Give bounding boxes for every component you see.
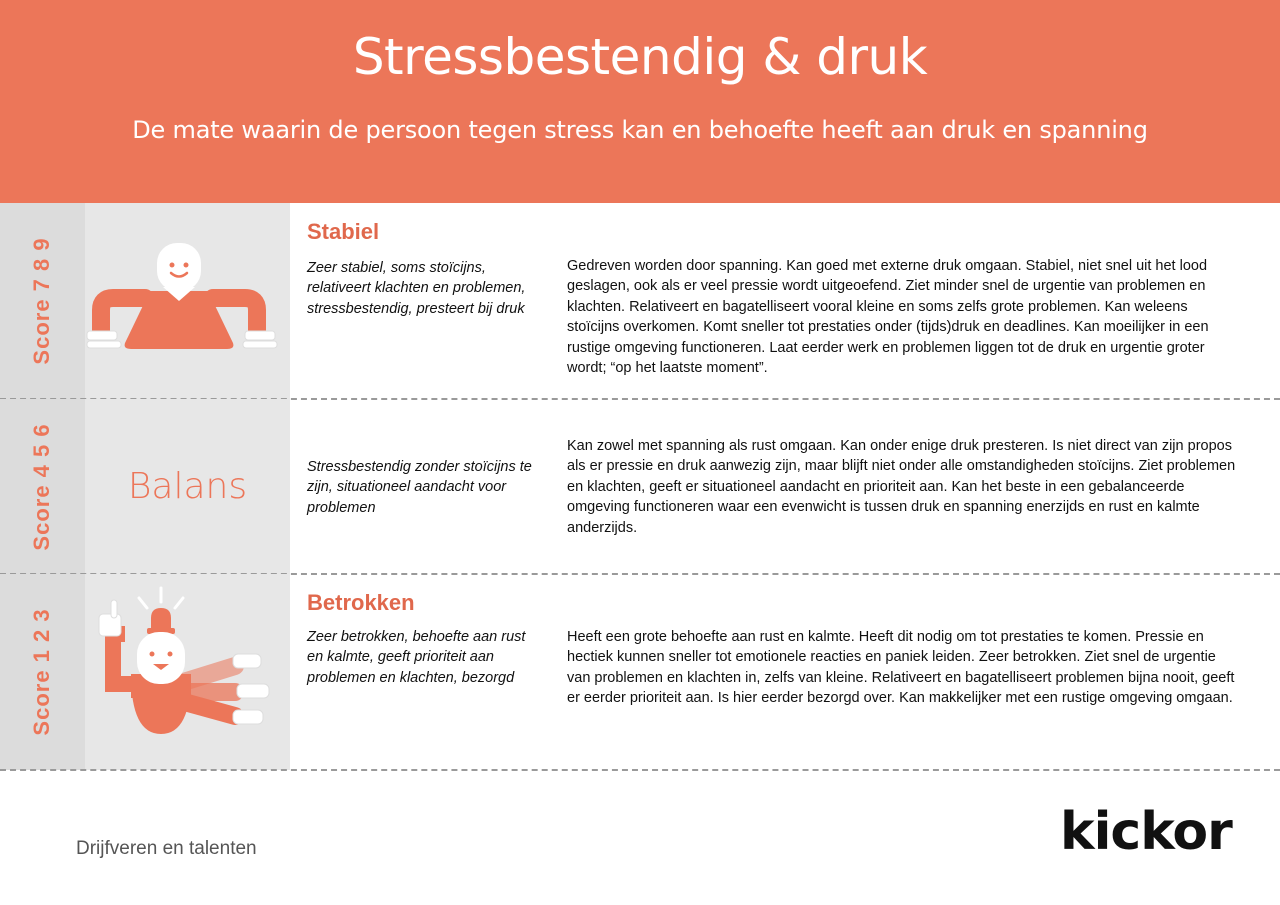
score-row-low	[0, 574, 1280, 770]
page-title: Stressbestendig & druk	[352, 28, 928, 86]
footer-caption: Drijfveren en talenten	[76, 838, 257, 859]
page-subtitle: De mate waarin de persoon tegen stress kan en behoefte heeft aan druk en spanning	[132, 116, 1148, 144]
category-heading: Betrokken	[307, 590, 415, 615]
long-description: Heeft een grote behoefte aan rust en kalmte. Heeft dit nodig om tot prestaties te komen. Pressie en hectiek kunnen sneller tot emotionele reacties en paniek leiden. Zeer betrokken. Ziet snel de urgentie van problemen en klachten in, zelfs van kleine. Relativeert en bagatelliseert problemen bijna nooit, geeft er eerder prioriteit aan. Is hier eerder bezorgd over. Kan makkelijker met een rustige omgeving omgaan.	[567, 629, 1235, 707]
short-description: Zeer betrokken, behoefte aan rust en kalmte, geeft prioriteit aan problemen en klachten, bezorgd	[307, 629, 526, 686]
score-label: Score 4 5 6	[29, 422, 54, 551]
alarmed-figure-icon	[85, 574, 290, 770]
score-strip	[0, 574, 85, 770]
row-divider	[0, 769, 1280, 771]
category-heading: Stabiel	[307, 219, 380, 244]
score-strip	[0, 399, 85, 574]
illustration-panel	[0, 574, 290, 770]
header-banner	[0, 0, 1280, 203]
score-row-middle	[0, 399, 1280, 574]
kickor-logo: kickor	[1060, 802, 1232, 862]
long-description: Gedreven worden door spanning. Kan goed met externe druk omgaan. Stabiel, niet snel uit het lood geslagen, ook als er veel pressie wordt uitgeoefend. Ziet minder snel de urgentie van problemen en klachten. Relativeert en bagatelliseert vooral kleine en soms zelfs grote problemen. Kan weleens stoïcijns overkomen. Komt sneller tot prestaties onder (tijds)druk en deadlines. Kan moeilijker in een rustige omgeving functioneren. Laat eerder werk en problemen liggen tot de druk en urgentie groter wordt; “op het laatste moment”.	[567, 258, 1209, 377]
short-description: Stressbestendig zonder stoïcijns te zijn, situationeel aandacht voor problemen	[307, 459, 532, 516]
short-description: Zeer stabiel, soms stoïcijns, relativeert klachten en problemen, stressbestendig, presteert bij druk	[307, 260, 526, 317]
long-description: Kan zowel met spanning als rust omgaan. Kan onder enige druk presteren. Is niet direct van zijn propos als er pressie en druk aanwezig zijn, maar blijft niet onder alle omstandigheden stoïcijns. Ziet problemen en klachten, geeft er situationeel aandacht en prioriteit aan. Kan het beste in een gebalanceerde omgeving functioneren waar een evenwicht is tussen druk en spanning enerzijds en rust en kalmte anderzijds.	[567, 438, 1236, 536]
score-label: Score 7 8 9	[29, 237, 54, 365]
relaxed-figure-icon	[85, 203, 290, 399]
score-row-high	[0, 203, 1280, 399]
score-label: Score 1 2 3	[29, 608, 54, 736]
category-heading: Balans	[127, 466, 248, 507]
score-strip	[0, 203, 85, 399]
illustration-panel	[0, 203, 290, 399]
illustration-panel	[0, 399, 290, 574]
